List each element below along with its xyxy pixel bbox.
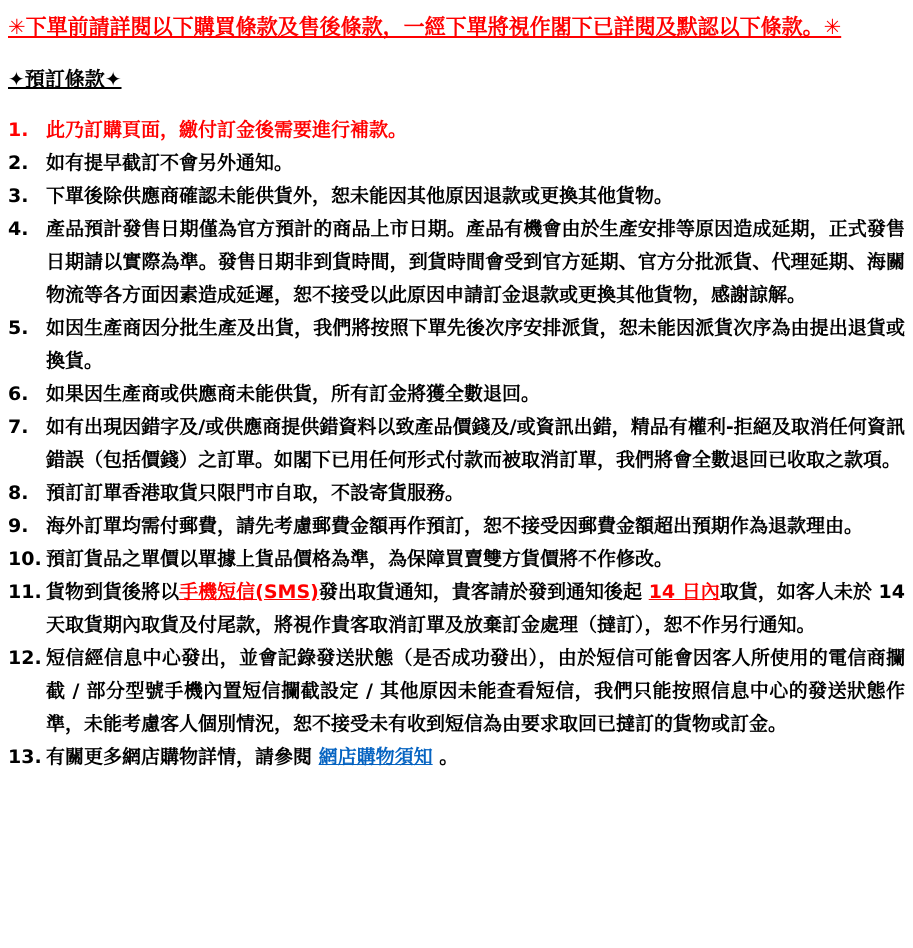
term-text-segment: 貨物到貨後將以 xyxy=(46,581,180,603)
term-number: 4. xyxy=(8,218,29,240)
term-item-13 xyxy=(8,741,905,774)
term-number: 5. xyxy=(8,317,29,339)
term-text xyxy=(46,746,458,768)
deadline-highlight: 14 日內 xyxy=(648,581,720,603)
term-item-1 xyxy=(8,114,905,147)
term-text-segment: 發出取貨通知，貴客請於發到通知後起 xyxy=(318,581,649,603)
term-text: 海外訂單均需付郵費，請先考慮郵費金額再作預訂，恕不接受因郵費金額超出預期作為退款理由。 xyxy=(46,515,864,537)
term-text: 此乃訂購頁面，繳付訂金後需要進行補款。 xyxy=(46,119,408,141)
term-number: 7. xyxy=(8,416,29,438)
terms-list xyxy=(8,114,905,774)
term-text-segment: 。 xyxy=(432,746,459,768)
term-number: 1. xyxy=(8,119,29,141)
term-number: 9. xyxy=(8,515,29,537)
section-title: ✦預訂條款✦ xyxy=(8,67,122,91)
term-number: 13. xyxy=(8,746,42,768)
sms-highlight: 手機短信(SMS) xyxy=(179,581,319,603)
term-text-segment: 有關更多網店購物詳情，請參閱 xyxy=(46,746,319,768)
term-text: 預訂貨品之單價以單據上貨品價格為準，為保障買賣雙方貨價將不作修改。 xyxy=(46,548,674,570)
page-title: ✳下單前請詳閱以下購買條款及售後條款，一經下單將視作閣下已詳閱及默認以下條款。✳ xyxy=(8,15,842,39)
term-item-2 xyxy=(8,147,905,180)
term-text: 產品預計發售日期僅為官方預計的商品上市日期。產品有機會由於生產安排等原因造成延期，正式發售日期請以實際為準。發售日期非到貨時間，到貨時間會受到官方延期、官方分批派貨、代理延期、海關物流等各方面因素造成延遲，恕不接受以此原因申請訂金退款或更換其他貨物，感謝諒解。 xyxy=(46,218,905,306)
term-item-10 xyxy=(8,543,905,576)
term-number: 11. xyxy=(8,581,42,603)
term-number: 10. xyxy=(8,548,42,570)
term-number: 2. xyxy=(8,152,29,174)
term-number: 3. xyxy=(8,185,29,207)
term-number: 12. xyxy=(8,647,42,669)
term-text: 如有出現因錯字及/或供應商提供錯資料以致產品價錢及/或資訊出錯，精品有權利-拒絕及取消任何資訊錯誤（包括價錢）之訂單。如閣下已用任何形式付款而被取消訂單，我們將會全數退回已收取之款項。 xyxy=(46,416,905,471)
term-item-3 xyxy=(8,180,905,213)
term-text-segment: 取貨，如客人未於 14 天取貨期內取貨及付尾款，將視作貴客取消訂單及放棄訂金處理（撻訂），恕不作另行通知。 xyxy=(46,581,905,636)
term-item-7 xyxy=(8,411,905,477)
term-text xyxy=(46,581,905,636)
term-number: 6. xyxy=(8,383,29,405)
term-item-12 xyxy=(8,642,905,741)
term-item-6 xyxy=(8,378,905,411)
term-text: 如因生產商因分批生產及出貨，我們將按照下單先後次序安排派貨，恕未能因派貨次序為由提出退貨或換貨。 xyxy=(46,317,905,372)
term-text: 如果因生產商或供應商未能供貨，所有訂金將獲全數退回。 xyxy=(46,383,541,405)
term-item-11 xyxy=(8,576,905,642)
term-item-5 xyxy=(8,312,905,378)
term-text: 如有提早截訂不會另外通知。 xyxy=(46,152,294,174)
term-text: 下單後除供應商確認未能供貨外，恕未能因其他原因退款或更換其他貨物。 xyxy=(46,185,674,207)
term-item-4 xyxy=(8,213,905,312)
term-text: 短信經信息中心發出，並會記錄發送狀態（是否成功發出），由於短信可能會因客人所使用的電信商攔截 / 部分型號手機內置短信攔截設定 / 其他原因未能查看短信，我們只能按照信息中心的發送狀態作準，未能考慮客人個別情況，恕不接受未有收到短信為由要求取回已撻訂的貨物或訂金。 xyxy=(46,647,905,735)
term-text: 預訂訂單香港取貨只限門市自取，不設寄貨服務。 xyxy=(46,482,465,504)
shop-guide-link[interactable]: 網店購物須知 xyxy=(318,746,433,768)
term-item-8 xyxy=(8,477,905,510)
term-item-9 xyxy=(8,510,905,543)
term-number: 8. xyxy=(8,482,29,504)
